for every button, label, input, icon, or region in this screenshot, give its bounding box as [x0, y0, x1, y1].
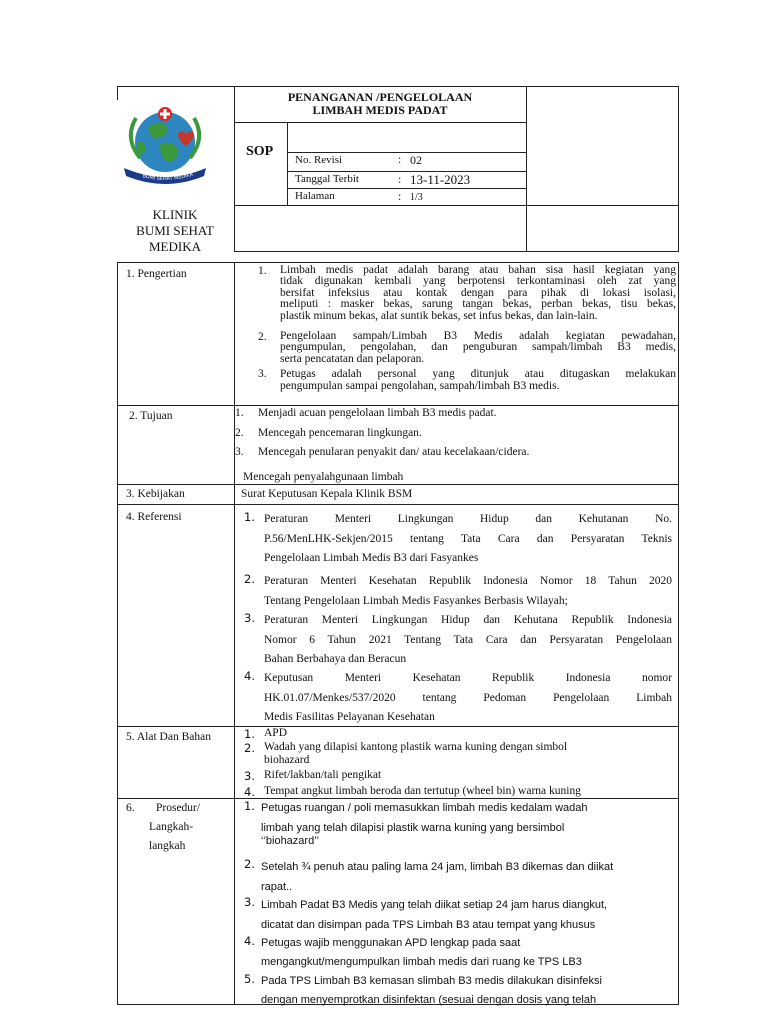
list-item: APD — [264, 727, 288, 739]
list-item-number: 4. — [244, 669, 255, 683]
alat-label: 5. Alat Dan Bahan — [126, 731, 211, 743]
row-line — [117, 504, 679, 505]
header-row-line-2 — [287, 171, 526, 172]
halaman-value: 1/3 — [410, 192, 423, 203]
list-item: Tempat angkut limbah beroda dan tertutup (wheel bin) warna kuning — [264, 785, 581, 797]
list-item-number: 3. — [235, 446, 244, 458]
list-item: Keputusan Menteri Kesehatan Republik Indonesia nomor HK.01.07/Menkes/537/2020 tentang Pedoman Pengelolaan Limbah Medis Fasilitas Pelayanan Kesehatan — [264, 672, 672, 723]
sop-label: SOP — [246, 144, 274, 159]
tujuan-extra: Mencegah penyalahgunaan limbah — [243, 471, 404, 483]
list-item: Limbah Padat B3 Medis yang telah diikat setiap 24 jam harus diangkut, dicatat dan disimpan pada TPS Limbah B3 atau tempat yang khusus — [261, 899, 608, 931]
header-row-line-3 — [287, 188, 526, 189]
header-title-bottom-line — [234, 122, 526, 123]
doc-title-line1: PENANGANAN /PENGELOLAAN — [287, 90, 473, 104]
clinic-name-line3: MEDIKA — [149, 239, 201, 254]
header-top-line — [117, 86, 679, 87]
body-top-line — [117, 262, 679, 263]
list-item-number: 1. — [258, 265, 267, 277]
revisi-value: 02 — [410, 153, 422, 167]
pengertian-label: 1. Pengertian — [126, 268, 187, 280]
list-item: Petugas adalah personal yang ditunjuk atau ditugaskan melakukan pengumpulan sampai pengolahan, sampah/limbah B3 medis. — [280, 368, 676, 392]
header-mid-line — [234, 205, 678, 206]
terbit-colon: : — [398, 174, 402, 186]
prosedur-label — [126, 802, 230, 815]
body-left-line — [117, 262, 118, 1004]
prosedur-label-line3: langkah — [149, 840, 186, 852]
list-item-number: 2. — [244, 741, 255, 755]
list-item-number: 4. — [244, 785, 255, 799]
list-item: Peraturan Menteri Kesehatan Republik Indonesia Nomor 18 Tahun 2020 Tentang Pengelolaan Limbah Medis Fasyankes Berbasis Wilayah; — [264, 575, 672, 607]
kebijakan-text: Surat Keputusan Kepala Klinik BSM — [241, 488, 413, 500]
list-item-number: 3. — [244, 769, 255, 783]
row-line — [117, 484, 679, 485]
list-item: Mencegah pencemaran lingkungan. — [258, 427, 422, 439]
clinic-logo — [120, 98, 210, 190]
body-col-line — [234, 262, 235, 1004]
referensi-label: 4. Referensi — [126, 511, 182, 523]
list-item: Peraturan Menteri Lingkungan Hidup dan Kehutana Republik Indonesia Nomor 6 Tahun 2021 Tentang Tata Cara dan Persyaratan Pengelolaan Bahan Berbahaya dan Beracun — [264, 614, 672, 665]
logo-ribbon-text: BUMI SEHAT MEDIKA — [141, 171, 194, 183]
list-item-number: 3. — [244, 895, 255, 909]
header-sop-divider — [287, 122, 288, 205]
prosedur-label-num: 6. — [126, 802, 135, 814]
halaman-colon: : — [398, 191, 402, 203]
body-right-line — [678, 262, 679, 1004]
list-item: Peraturan Menteri Lingkungan Hidup dan Kehutanan No. P.56/MenLHK-Sekjen/2015 tentang Tata Cara dan Persyaratan Teknis Pengelolaan Limbah Medis B3 dari Fasyankes — [264, 513, 672, 564]
prosedur-label-line1: Prosedur/ — [156, 802, 201, 814]
list-item: Mencegah penularan penyakit dan/ atau kecelakaan/cidera. — [258, 446, 530, 458]
header-left-line — [117, 86, 118, 100]
list-item-number: 2. — [258, 331, 267, 343]
list-item: Wadah yang dilapisi kantong plastik warna kuning dengan simbol biohazard — [264, 741, 568, 766]
terbit-value: 13-11-2023 — [410, 172, 471, 187]
list-item-number: 2. — [244, 857, 255, 871]
terbit-label: Tanggal Terbit — [295, 173, 359, 185]
kebijakan-label: 3. Kebijakan — [126, 488, 185, 500]
list-item: Pengelolaan sampah/Limbah B3 Medis adalah kegiatan pewadahan, pengumpulan, pengolahan, dan penguburan sampah/limbah B3 medis, serta pencatatan dan pelaporan. — [280, 330, 676, 365]
list-item: Setelah ¾ penuh atau paling lama 24 jam, limbah B3 dikemas dan diikat rapat.. — [261, 861, 614, 893]
list-item-number: 1. — [244, 727, 255, 741]
clinic-name-line1: KLINIK — [152, 207, 198, 222]
doc-title-line2: LIMBAH MEDIS PADAT — [312, 103, 448, 117]
list-item-number: 1. — [244, 510, 255, 524]
cross-shape — [160, 113, 170, 116]
header-right-line — [678, 86, 679, 252]
clinic-name — [118, 207, 232, 255]
doc-title — [236, 91, 524, 117]
list-item-number: 3. — [258, 368, 267, 380]
list-item: Petugas wajib menggunakan APD lengkap pada saat mengangkut/mengumpulkan limbah medis dari ruang ke TPS LB3 — [261, 937, 582, 968]
list-item-number: 3. — [244, 611, 255, 625]
revisi-label: No. Revisi — [295, 154, 343, 166]
prosedur-label-line2: Langkah- — [149, 821, 194, 833]
list-item-number: 1. — [244, 799, 255, 813]
clinic-name-line2: BUMI SEHAT — [136, 223, 214, 238]
list-item-number: 1. — [235, 407, 244, 419]
list-item: Menjadi acuan pengelolaan limbah B3 medis padat. — [258, 407, 497, 419]
header-col1-line — [234, 86, 235, 252]
list-item-number: 2. — [235, 427, 244, 439]
revisi-colon: : — [398, 154, 402, 166]
list-item: Rifet/lakban/tali pengikat — [264, 769, 382, 781]
header-col3-line — [526, 86, 527, 252]
list-item-number: 2. — [244, 572, 255, 586]
tujuan-label: 2. Tujuan — [129, 410, 173, 422]
row-line — [117, 405, 679, 406]
list-item: Limbah medis padat adalah barang atau bahan sisa hasil kegiatan yang tidak digunakan kembali yang berpotensi terkontaminasi oleh zat yang bersifat infeksius atau kontak dengan para pihak di lokasi isolasi, meliputi : masker bekas, sarung tangan bekas, perban bekas, tisu bekas, plastik minum bekas, alat suntik bekas, set infus bekas, dan lain-lain. — [280, 264, 676, 322]
list-item: Pada TPS Limbah B3 kemasan slimbah B3 medis dilakukan disinfeksi dengan menyemprotkan disinfektan (sesuai dengan dosis yang telah — [261, 975, 602, 1006]
header-row-line-1 — [287, 152, 526, 153]
list-item-number: 5. — [244, 972, 255, 986]
halaman-label: Halaman — [295, 190, 335, 202]
header-bottom-line — [234, 251, 678, 252]
list-item: Petugas ruangan / poli memasukkan limbah medis kedalam wadah limbah yang telah dilapisi plastik warna kuning yang bersimbol ‘’biohazard’’ — [261, 802, 588, 847]
list-item-number: 4. — [244, 934, 255, 948]
